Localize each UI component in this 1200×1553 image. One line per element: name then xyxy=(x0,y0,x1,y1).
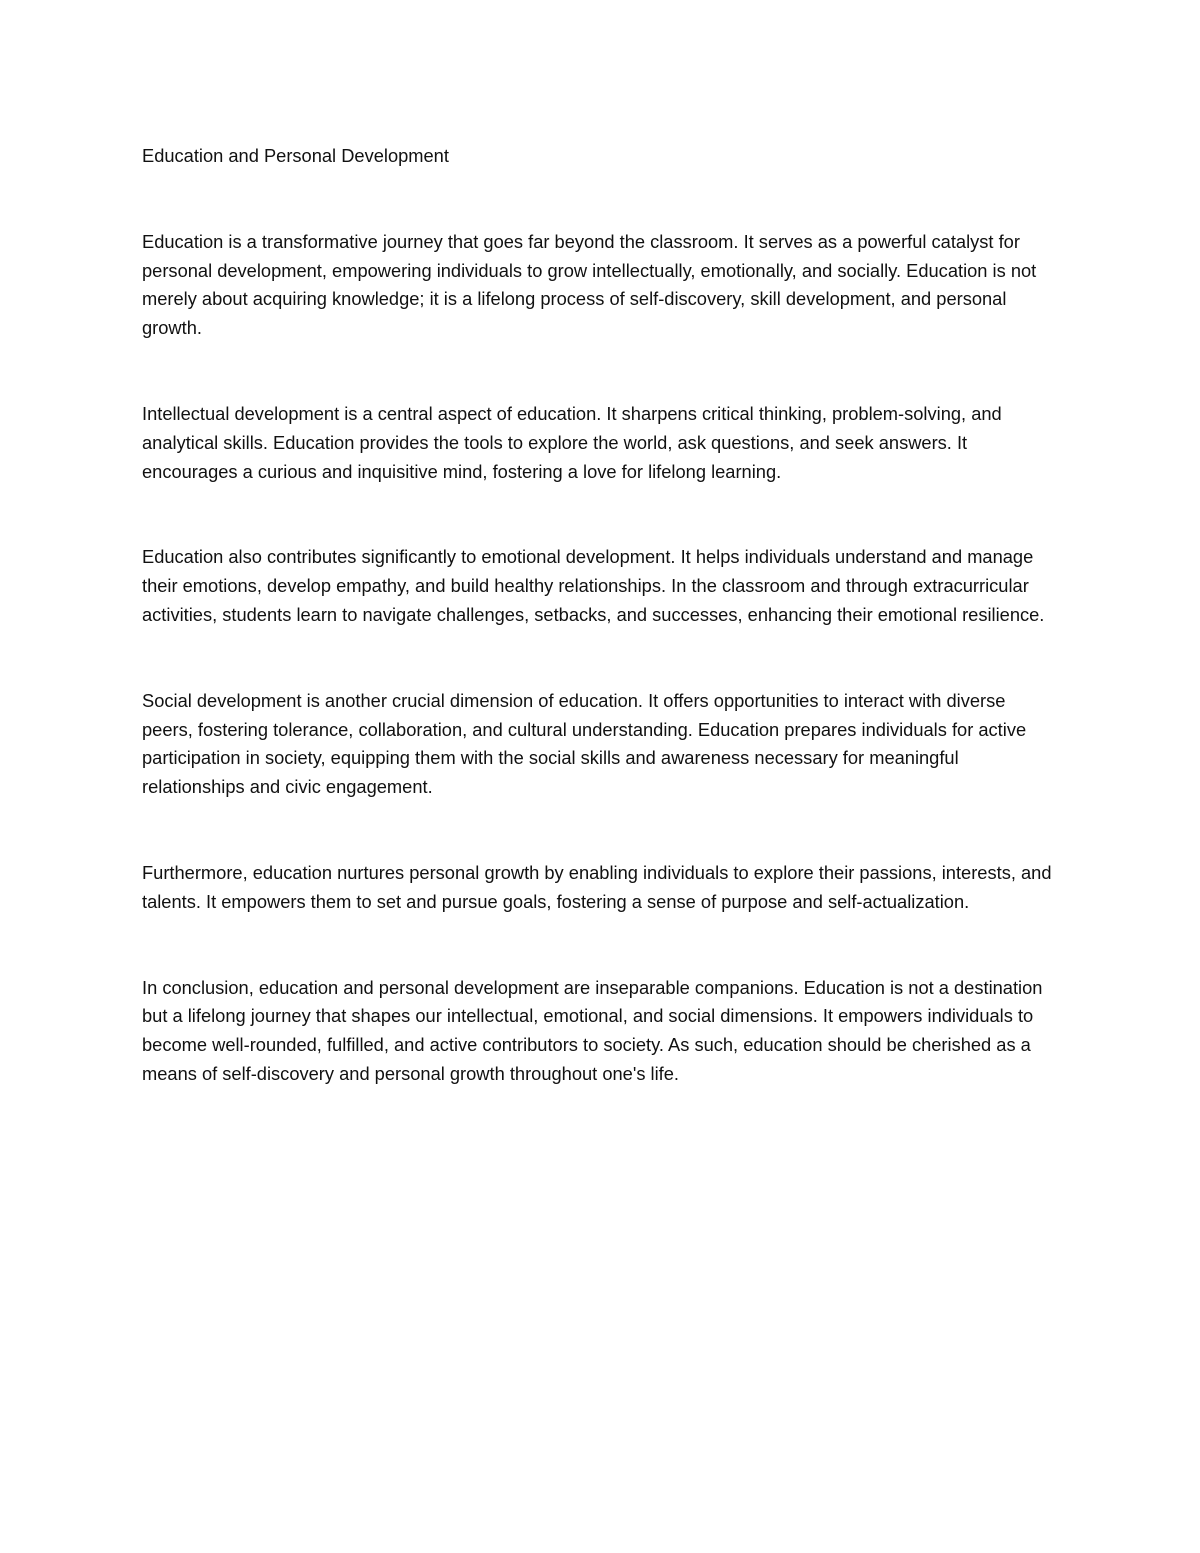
paragraph-personal-growth: Furthermore, education nurtures personal growth by enabling individuals to explore their passions, interests, and talents. It empowers them to set and pursue goals, fostering a sense of purpose and self-actualization. xyxy=(142,861,1052,912)
paragraph-introduction: Education is a transformative journey that goes far beyond the classroom. It serves as a powerful catalyst for personal development, empowering individuals to grow intellectually, emotionally, and socially. Education is not merely about acquiring knowledge; it is a lifelong process of self-discovery, skill development, and personal growth. xyxy=(142,230,1037,339)
document-title: Education and Personal Development xyxy=(142,145,449,166)
document-body xyxy=(142,142,1060,1146)
paragraph-emotional-development: Education also contributes significantly to emotional development. It helps individuals understand and manage their emotions, develop empathy, and build healthy relationships. In the classroom and through extracurricular activities, students learn to navigate challenges, setbacks, and successes, enhancing their emotional resilience. xyxy=(142,546,1045,625)
paragraph-conclusion: In conclusion, education and personal development are inseparable companions. Education is not a destination but a lifelong journey that shapes our intellectual, emotional, and social dimensions. It empowers individuals to become well-rounded, fulfilled, and active contributors to society. As such, education should be cherished as a means of self-discovery and personal growth throughout one's life. xyxy=(142,976,1043,1084)
paragraph-social-development: Social development is another crucial dimension of education. It offers opportunities to interact with diverse peers, fostering tolerance, collaboration, and cultural understanding. Education prepares individuals for active participation in society, equipping them with the social skills and awareness necessary for meaningful relationships and civic engagement. xyxy=(142,689,1027,798)
paragraph-intellectual-development: Intellectual development is a central aspect of education. It sharpens critical thinking, problem-solving, and analytical skills. Education provides the tools to explore the world, ask questions, and seek answers. It encourages a curious and inquisitive mind, fostering a love for lifelong learning. xyxy=(142,402,1002,482)
